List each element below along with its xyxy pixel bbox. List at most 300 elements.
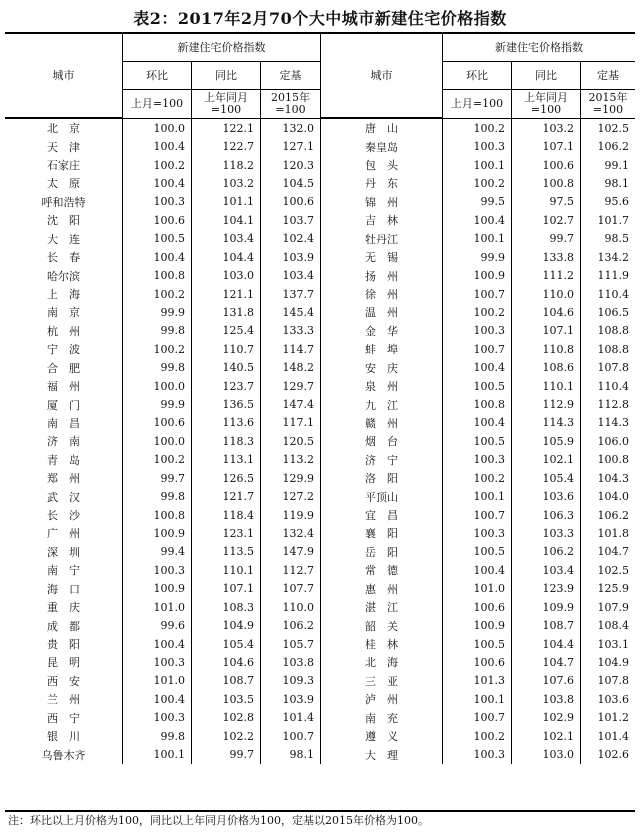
cell-mom-right: 100.3 — [443, 451, 512, 469]
cell-base-left: 148.2 — [261, 358, 321, 376]
cell-mom-left: 100.6 — [123, 211, 192, 229]
cell-yoy-left: 113.5 — [192, 543, 261, 561]
cell-base-left: 109.3 — [261, 672, 321, 690]
table-row — [5, 266, 635, 284]
cell-base-left: 127.2 — [261, 487, 321, 505]
cell-mom-right: 100.3 — [443, 322, 512, 340]
cell-city-right: 丹 东 — [321, 174, 443, 192]
cell-city-left: 乌鲁木齐 — [5, 745, 123, 763]
cell-city-right: 温 州 — [321, 303, 443, 321]
cell-yoy-left: 110.1 — [192, 561, 261, 579]
cell-city-left: 西 宁 — [5, 709, 123, 727]
cell-base-right: 106.2 — [597, 140, 629, 154]
table-row — [5, 432, 635, 450]
cell-base-left: 100.7 — [261, 727, 321, 745]
cell-city-left: 哈尔滨 — [5, 266, 123, 284]
cell-yoy-right: 103.0 — [512, 745, 581, 763]
cell-base-left: 137.7 — [261, 285, 321, 303]
cell-mom-left: 99.8 — [123, 358, 192, 376]
cell-base-right: 95.6 — [604, 195, 629, 209]
cell-mom-right: 101.3 — [443, 672, 512, 690]
cell-base-left: 117.1 — [261, 414, 321, 432]
cell-yoy-right: 103.8 — [512, 690, 581, 708]
cell-city-left: 沈 阳 — [5, 211, 123, 229]
cell-mom-right: 100.7 — [443, 285, 512, 303]
cell-city-left: 北 京 — [5, 119, 123, 137]
cell-city-right: 唐 山 — [321, 119, 443, 137]
cell-city-left: 昆 明 — [5, 653, 123, 671]
cell-yoy-right: 106.2 — [512, 543, 581, 561]
cell-yoy-left: 101.1 — [192, 193, 261, 211]
cell-yoy-right: 107.1 — [512, 137, 581, 155]
cell-yoy-right: 114.3 — [512, 414, 581, 432]
cell-yoy-left: 104.4 — [192, 248, 261, 266]
cell-base-left: 103.4 — [261, 266, 321, 284]
cell-city-left: 福 州 — [5, 377, 123, 395]
header-mom-left: 环比 — [123, 62, 192, 90]
cell-base-left: 103.9 — [261, 690, 321, 708]
table-row — [5, 322, 635, 340]
cell-base-right: 101.2 — [597, 711, 629, 725]
cell-city-right: 安 庆 — [321, 358, 443, 376]
cell-mom-right: 100.5 — [443, 432, 512, 450]
cell-yoy-left: 140.5 — [192, 358, 261, 376]
cell-base-right: 112.8 — [597, 398, 629, 412]
cell-mom-left: 100.3 — [123, 653, 192, 671]
cell-city-left: 西 安 — [5, 672, 123, 690]
cell-yoy-left: 125.4 — [192, 322, 261, 340]
cell-mom-left: 99.4 — [123, 543, 192, 561]
cell-city-left: 宁 波 — [5, 340, 123, 358]
cell-yoy-left: 118.4 — [192, 506, 261, 524]
cell-mom-right: 100.5 — [443, 543, 512, 561]
table-row — [5, 469, 635, 487]
cell-base-right: 106.0 — [597, 434, 629, 448]
cell-base-right: 125.9 — [597, 582, 629, 596]
table-row — [5, 690, 635, 708]
cell-mom-right: 100.7 — [443, 506, 512, 524]
cell-city-left: 重 庆 — [5, 598, 123, 616]
cell-yoy-right: 102.1 — [512, 451, 581, 469]
cell-base-right: 106.5 — [597, 305, 629, 319]
header-base-sub-right: 2015年=100 — [588, 91, 628, 116]
cell-city-right: 蚌 埠 — [321, 340, 443, 358]
cell-yoy-left: 113.6 — [192, 414, 261, 432]
cell-mom-left: 100.8 — [123, 266, 192, 284]
cell-base-left: 104.5 — [261, 174, 321, 192]
cell-base-left: 120.5 — [261, 432, 321, 450]
cell-mom-left: 100.2 — [123, 156, 192, 174]
cell-yoy-left: 118.3 — [192, 432, 261, 450]
cell-city-right: 洛 阳 — [321, 469, 443, 487]
cell-yoy-left: 108.7 — [192, 672, 261, 690]
cell-yoy-left: 122.1 — [192, 119, 261, 137]
cell-yoy-left: 126.5 — [192, 469, 261, 487]
table-row — [5, 358, 635, 376]
cell-mom-right: 100.4 — [443, 358, 512, 376]
cell-city-left: 南 昌 — [5, 414, 123, 432]
cell-mom-left: 100.5 — [123, 230, 192, 248]
cell-yoy-left: 103.5 — [192, 690, 261, 708]
cell-city-left: 银 川 — [5, 727, 123, 745]
cell-city-right: 南 充 — [321, 709, 443, 727]
table-row — [5, 745, 635, 763]
cell-base-left: 129.7 — [261, 377, 321, 395]
cell-yoy-right: 112.9 — [512, 395, 581, 413]
price-index-table — [5, 32, 635, 812]
cell-base-left: 103.8 — [261, 653, 321, 671]
cell-yoy-left: 103.2 — [192, 174, 261, 192]
cell-city-right: 襄 阳 — [321, 524, 443, 542]
cell-mom-left: 99.9 — [123, 395, 192, 413]
cell-city-left: 兰 州 — [5, 690, 123, 708]
cell-mom-right: 99.9 — [443, 248, 512, 266]
cell-yoy-left: 108.3 — [192, 598, 261, 616]
cell-mom-left: 100.4 — [123, 137, 192, 155]
cell-yoy-left: 103.4 — [192, 230, 261, 248]
cell-base-right: 101.7 — [597, 213, 629, 227]
cell-base-left: 107.7 — [261, 580, 321, 598]
cell-city-left: 杭 州 — [5, 322, 123, 340]
cell-base-left: 114.7 — [261, 340, 321, 358]
cell-base-left: 129.9 — [261, 469, 321, 487]
cell-base-left: 112.7 — [261, 561, 321, 579]
cell-mom-right: 100.2 — [443, 174, 512, 192]
cell-mom-left: 99.8 — [123, 727, 192, 745]
cell-yoy-right: 110.8 — [512, 340, 581, 358]
cell-yoy-left: 102.2 — [192, 727, 261, 745]
cell-base-right: 107.8 — [597, 674, 629, 688]
cell-base-right: 98.5 — [604, 232, 629, 246]
cell-yoy-left: 105.4 — [192, 635, 261, 653]
cell-base-right: 101.4 — [597, 729, 629, 743]
cell-city-left: 长 沙 — [5, 506, 123, 524]
cell-base-right: 108.8 — [597, 324, 629, 338]
cell-city-left: 石家庄 — [5, 156, 123, 174]
cell-city-left: 贵 阳 — [5, 635, 123, 653]
cell-mom-left: 100.9 — [123, 524, 192, 542]
cell-mom-right: 100.3 — [443, 524, 512, 542]
header-yoy-right: 同比 — [512, 62, 581, 90]
cell-city-right: 湛 江 — [321, 598, 443, 616]
cell-city-left: 呼和浩特 — [5, 193, 123, 211]
table-row — [5, 395, 635, 413]
cell-city-right: 锦 州 — [321, 193, 443, 211]
table-row — [5, 635, 635, 653]
table-row — [5, 616, 635, 634]
cell-base-right: 104.3 — [597, 471, 629, 485]
header-city-right: 城市 — [321, 34, 443, 118]
cell-city-left: 广 州 — [5, 524, 123, 542]
cell-mom-left: 100.6 — [123, 414, 192, 432]
cell-city-left: 郑 州 — [5, 469, 123, 487]
cell-yoy-left: 113.1 — [192, 451, 261, 469]
cell-city-right: 惠 州 — [321, 580, 443, 598]
header-base-right: 定基 — [581, 62, 635, 90]
cell-mom-right: 100.6 — [443, 598, 512, 616]
cell-city-right: 岳 阳 — [321, 543, 443, 561]
cell-base-right: 100.8 — [597, 453, 629, 467]
cell-mom-right: 100.9 — [443, 266, 512, 284]
cell-yoy-right: 102.7 — [512, 211, 581, 229]
cell-city-right: 常 德 — [321, 561, 443, 579]
table-row — [5, 377, 635, 395]
header-group-left: 新建住宅价格指数 — [123, 34, 321, 62]
table-row — [5, 193, 635, 211]
cell-base-left: 98.1 — [261, 745, 321, 763]
table-row — [5, 303, 635, 321]
cell-base-right: 103.6 — [597, 692, 629, 706]
cell-city-left: 天 津 — [5, 137, 123, 155]
cell-city-right: 牡丹江 — [321, 230, 443, 248]
table-row — [5, 672, 635, 690]
table-row — [5, 543, 635, 561]
header-yoy-sub-left: 上年同月=100 — [192, 90, 261, 118]
cell-yoy-right: 103.6 — [512, 487, 581, 505]
cell-mom-left: 100.8 — [123, 506, 192, 524]
cell-mom-right: 100.2 — [443, 469, 512, 487]
cell-mom-right: 100.5 — [443, 635, 512, 653]
cell-mom-right: 100.1 — [443, 690, 512, 708]
cell-base-right: 134.2 — [597, 250, 629, 264]
cell-yoy-right: 103.4 — [512, 561, 581, 579]
cell-city-right: 徐 州 — [321, 285, 443, 303]
cell-city-right: 扬 州 — [321, 266, 443, 284]
cell-yoy-right: 106.3 — [512, 506, 581, 524]
cell-mom-left: 99.8 — [123, 487, 192, 505]
table-row — [5, 580, 635, 598]
cell-base-right: 104.9 — [597, 655, 629, 669]
cell-yoy-right: 99.7 — [512, 230, 581, 248]
cell-yoy-right: 100.8 — [512, 174, 581, 192]
cell-mom-left: 100.2 — [123, 285, 192, 303]
cell-city-right: 宜 昌 — [321, 506, 443, 524]
cell-city-left: 成 都 — [5, 616, 123, 634]
cell-mom-right: 100.9 — [443, 616, 512, 634]
cell-city-right: 泸 州 — [321, 690, 443, 708]
cell-mom-left: 100.4 — [123, 248, 192, 266]
cell-mom-left: 99.8 — [123, 322, 192, 340]
cell-base-left: 103.7 — [261, 211, 321, 229]
cell-city-left: 长 春 — [5, 248, 123, 266]
header-mom-right: 环比 — [443, 62, 512, 90]
cell-mom-left: 100.4 — [123, 635, 192, 653]
cell-mom-right: 100.1 — [443, 156, 512, 174]
header-city-left: 城市 — [5, 34, 123, 118]
cell-base-right: 104.0 — [597, 490, 629, 504]
cell-yoy-right: 133.8 — [512, 248, 581, 266]
cell-base-right: 110.4 — [597, 379, 629, 393]
cell-mom-right: 100.2 — [443, 119, 512, 137]
cell-city-right: 赣 州 — [321, 414, 443, 432]
cell-city-right: 北 海 — [321, 653, 443, 671]
cell-mom-left: 101.0 — [123, 672, 192, 690]
cell-city-left: 厦 门 — [5, 395, 123, 413]
cell-city-right: 济 宁 — [321, 451, 443, 469]
cell-base-left: 100.6 — [261, 193, 321, 211]
cell-mom-left: 100.2 — [123, 340, 192, 358]
cell-mom-right: 100.3 — [443, 745, 512, 763]
cell-city-left: 济 南 — [5, 432, 123, 450]
cell-mom-right: 99.5 — [443, 193, 512, 211]
cell-mom-right: 100.3 — [443, 137, 512, 155]
cell-mom-right: 100.1 — [443, 230, 512, 248]
cell-city-right: 平顶山 — [321, 487, 443, 505]
cell-city-left: 太 原 — [5, 174, 123, 192]
cell-mom-right: 100.2 — [443, 303, 512, 321]
cell-yoy-right: 110.1 — [512, 377, 581, 395]
cell-city-left: 深 圳 — [5, 543, 123, 561]
cell-base-right: 104.7 — [597, 545, 629, 559]
header-mom-sub-right: 上月=100 — [443, 90, 512, 118]
table-row — [5, 727, 635, 745]
cell-yoy-left: 121.7 — [192, 487, 261, 505]
cell-yoy-right: 105.9 — [512, 432, 581, 450]
cell-base-left: 113.2 — [261, 451, 321, 469]
cell-base-right: 102.6 — [597, 748, 629, 762]
cell-yoy-right: 104.4 — [512, 635, 581, 653]
cell-yoy-right: 107.6 — [512, 672, 581, 690]
cell-city-right: 无 锡 — [321, 248, 443, 266]
table-row — [5, 174, 635, 192]
cell-mom-right: 100.8 — [443, 395, 512, 413]
table-row — [5, 340, 635, 358]
table-row — [5, 709, 635, 727]
table-row — [5, 487, 635, 505]
cell-mom-left: 100.9 — [123, 580, 192, 598]
cell-mom-left: 100.0 — [123, 377, 192, 395]
table-row — [5, 119, 635, 137]
cell-base-left: 145.4 — [261, 303, 321, 321]
cell-city-left: 合 肥 — [5, 358, 123, 376]
header-base-left: 定基 — [261, 62, 321, 90]
cell-mom-left: 100.3 — [123, 561, 192, 579]
cell-mom-left: 100.4 — [123, 690, 192, 708]
cell-city-right: 包 头 — [321, 156, 443, 174]
cell-yoy-left: 131.8 — [192, 303, 261, 321]
cell-base-left: 147.9 — [261, 543, 321, 561]
cell-yoy-right: 103.3 — [512, 524, 581, 542]
cell-yoy-left: 107.1 — [192, 580, 261, 598]
cell-yoy-right: 97.5 — [512, 193, 581, 211]
footnote: 注：环比以上月价格为100，同比以上年同月价格为100，定基以2015年价格为100。 — [8, 814, 429, 827]
cell-yoy-left: 121.1 — [192, 285, 261, 303]
cell-yoy-left: 102.8 — [192, 709, 261, 727]
cell-mom-left: 100.1 — [123, 745, 192, 763]
cell-mom-left: 100.3 — [123, 193, 192, 211]
cell-mom-right: 100.4 — [443, 414, 512, 432]
table-row — [5, 561, 635, 579]
cell-city-right: 烟 台 — [321, 432, 443, 450]
table-row — [5, 524, 635, 542]
cell-city-right: 韶 关 — [321, 616, 443, 634]
cell-yoy-right: 107.1 — [512, 322, 581, 340]
table-title: 表2：2017年2月70个大中城市新建住宅价格指数 — [133, 9, 507, 28]
cell-base-right: 108.4 — [597, 619, 629, 633]
cell-yoy-right: 109.9 — [512, 598, 581, 616]
cell-yoy-right: 108.7 — [512, 616, 581, 634]
cell-city-left: 大 连 — [5, 230, 123, 248]
cell-mom-left: 100.3 — [123, 709, 192, 727]
cell-base-left: 119.9 — [261, 506, 321, 524]
cell-base-left: 101.4 — [261, 709, 321, 727]
cell-yoy-left: 99.7 — [192, 745, 261, 763]
cell-city-left: 南 京 — [5, 303, 123, 321]
cell-base-right: 102.5 — [597, 563, 629, 577]
cell-mom-right: 101.0 — [443, 580, 512, 598]
header-base-sub-left: 2015年=100 — [261, 90, 321, 118]
cell-base-right: 103.1 — [597, 637, 629, 651]
cell-base-left: 110.0 — [261, 598, 321, 616]
cell-mom-left: 101.0 — [123, 598, 192, 616]
cell-base-left: 127.1 — [261, 137, 321, 155]
cell-city-right: 三 亚 — [321, 672, 443, 690]
cell-mom-right: 100.6 — [443, 653, 512, 671]
cell-base-left: 105.7 — [261, 635, 321, 653]
cell-city-right: 秦皇岛 — [321, 137, 443, 155]
table-body — [5, 119, 635, 764]
cell-yoy-left: 104.9 — [192, 616, 261, 634]
cell-base-right: 108.8 — [597, 342, 629, 356]
table-row — [5, 506, 635, 524]
cell-yoy-right: 102.9 — [512, 709, 581, 727]
cell-base-right: 107.9 — [597, 600, 629, 614]
cell-base-left: 133.3 — [261, 322, 321, 340]
cell-yoy-right: 104.6 — [512, 303, 581, 321]
cell-city-right: 金 华 — [321, 322, 443, 340]
cell-mom-left: 99.9 — [123, 303, 192, 321]
cell-yoy-left: 123.1 — [192, 524, 261, 542]
cell-yoy-right: 111.2 — [512, 266, 581, 284]
table-header — [5, 34, 635, 119]
cell-base-right: 111.9 — [597, 269, 629, 283]
cell-yoy-right: 102.1 — [512, 727, 581, 745]
cell-base-right: 99.1 — [604, 158, 629, 172]
cell-yoy-right: 123.9 — [512, 580, 581, 598]
table-row — [5, 451, 635, 469]
cell-city-right: 吉 林 — [321, 211, 443, 229]
cell-mom-right: 100.4 — [443, 211, 512, 229]
cell-yoy-left: 118.2 — [192, 156, 261, 174]
cell-mom-right: 100.4 — [443, 561, 512, 579]
header-yoy-sub-right: 上年同月=100 — [512, 90, 581, 118]
header-mom-sub-left: 上月=100 — [123, 90, 192, 118]
cell-yoy-left: 110.7 — [192, 340, 261, 358]
cell-base-left: 132.4 — [261, 524, 321, 542]
cell-mom-right: 100.1 — [443, 487, 512, 505]
cell-mom-left: 99.6 — [123, 616, 192, 634]
table-row — [5, 653, 635, 671]
table-row — [5, 598, 635, 616]
cell-city-right: 泉 州 — [321, 377, 443, 395]
cell-city-left: 海 口 — [5, 580, 123, 598]
header-yoy-left: 同比 — [192, 62, 261, 90]
cell-base-left: 102.4 — [261, 230, 321, 248]
cell-yoy-left: 136.5 — [192, 395, 261, 413]
cell-base-right: 114.3 — [597, 416, 629, 430]
cell-yoy-right: 108.6 — [512, 358, 581, 376]
cell-base-left: 120.3 — [261, 156, 321, 174]
cell-base-right: 102.5 — [597, 121, 629, 135]
cell-base-right: 110.4 — [597, 287, 629, 301]
cell-yoy-left: 104.1 — [192, 211, 261, 229]
cell-base-right: 107.8 — [597, 361, 629, 375]
table-row — [5, 156, 635, 174]
cell-yoy-right: 103.2 — [512, 119, 581, 137]
table-row — [5, 248, 635, 266]
table-row — [5, 211, 635, 229]
cell-city-right: 桂 林 — [321, 635, 443, 653]
